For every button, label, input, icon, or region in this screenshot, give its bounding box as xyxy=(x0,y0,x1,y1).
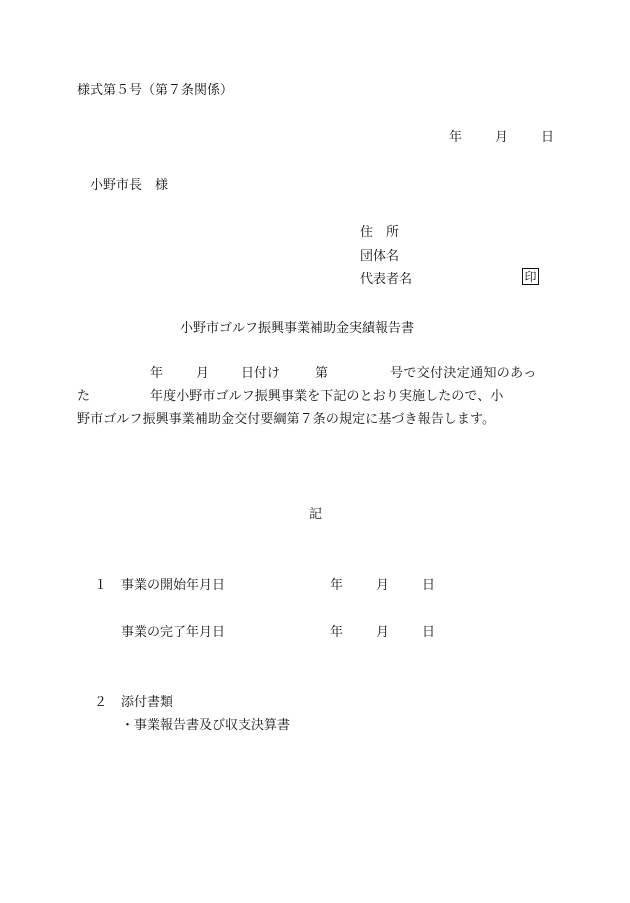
start-year: 年 xyxy=(330,578,344,593)
address-label: 住 所 xyxy=(360,225,400,240)
seal-mark: 印 xyxy=(522,268,539,285)
body-dai: 第 xyxy=(315,366,329,381)
start-month: 月 xyxy=(376,578,390,593)
end-date-label: 事業の完了年月日 xyxy=(121,625,226,640)
group-name-label: 団体名 xyxy=(360,249,400,264)
report-date-day: 日 xyxy=(541,130,555,145)
end-month: 月 xyxy=(376,625,390,640)
start-day: 日 xyxy=(422,578,436,593)
form-number: 様式第５号（第７条関係） xyxy=(77,83,234,98)
body-line1-end: 号で交付決定通知のあっ xyxy=(390,366,537,381)
attachment-item: ・事業報告書及び収支決算書 xyxy=(121,718,291,733)
ki-marker: 記 xyxy=(309,507,323,522)
body-dated: 日付け xyxy=(241,366,281,381)
addressee: 小野市長 様 xyxy=(90,178,169,193)
end-year: 年 xyxy=(330,625,344,640)
representative-label: 代表者名 xyxy=(360,272,413,287)
body-month: 月 xyxy=(196,366,210,381)
document-title: 小野市ゴルフ振興事業補助金実績報告書 xyxy=(180,321,415,336)
start-date-label: 事業の開始年月日 xyxy=(121,578,226,593)
report-date-month: 月 xyxy=(495,130,509,145)
body-year: 年 xyxy=(150,366,164,381)
body-line2-rest: 年度小野市ゴルフ振興事業を下記のとおり実施したので、小 xyxy=(150,389,504,404)
item-1-number: １ xyxy=(94,578,108,593)
end-day: 日 xyxy=(422,625,436,640)
body-line2-start: た xyxy=(77,389,91,404)
report-date-year: 年 xyxy=(449,130,463,145)
item-2-number: ２ xyxy=(94,695,108,710)
attachments-label: 添付書類 xyxy=(121,695,174,710)
body-line3: 野市ゴルフ振興事業補助金交付要綱第７条の規定に基づき報告します。 xyxy=(77,412,496,427)
